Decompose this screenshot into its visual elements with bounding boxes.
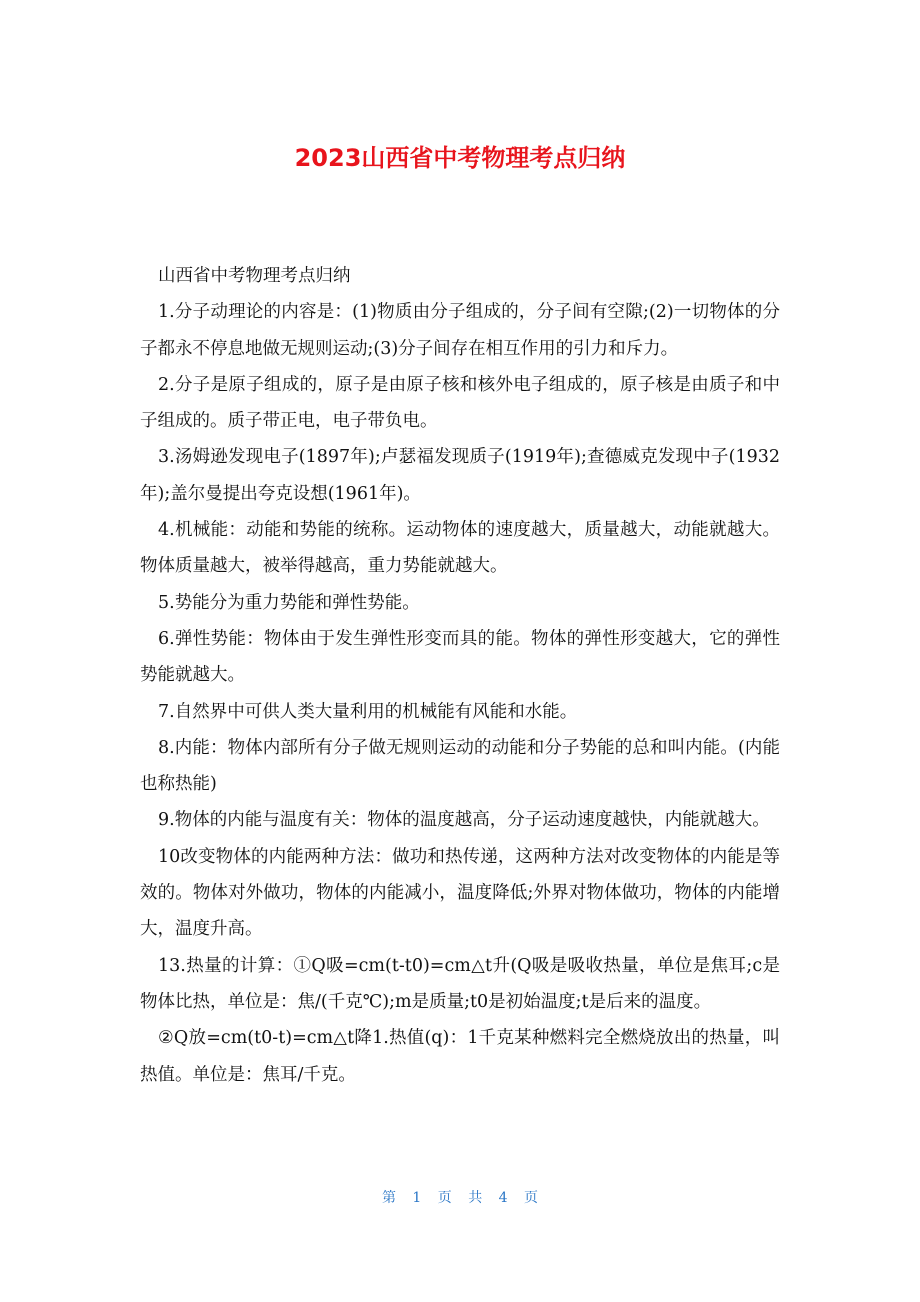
paragraph-5: 5.势能分为重力势能和弹性势能。 xyxy=(158,592,420,613)
paragraph-13-continued: ②Q放=cm(t0-t)=cm△t降1.热值(q)：1千克某种燃料完全燃烧放出的热量，叫热值。单位是：焦耳/千克。 xyxy=(140,1028,780,1085)
paragraph-3: 3.汤姆逊发现电子(1897年);卢瑟福发现质子(1919年);查德威克发现中子(1932年);盖尔曼提出夸克设想(1961年)。 xyxy=(140,447,780,504)
paragraph-heading: 山西省中考物理考点归纳 xyxy=(158,266,351,286)
paragraph-10: 10改变物体的内能两种方法：做功和热传递，这两种方法对改变物体的内能是等效的。物体对外做功，物体的内能减小，温度降低;外界对物体做功，物体的内能增大，温度升高。 xyxy=(140,846,780,940)
document-title: 2023山西省中考物理考点归纳 xyxy=(294,144,626,172)
paragraph-9: 9.物体的内能与温度有关：物体的温度越高，分子运动速度越快，内能就越大。 xyxy=(158,810,770,831)
page-number-footer: 第 1 页 共 4 页 xyxy=(381,1190,539,1206)
document-body xyxy=(140,258,780,1093)
paragraph-4: 4.机械能：动能和势能的统称。运动物体的速度越大，质量越大，动能就越大。物体质量越大，被举得越高，重力势能就越大。 xyxy=(140,520,780,577)
paragraph-7: 7.自然界中可供人类大量利用的机械能有风能和水能。 xyxy=(158,701,578,722)
paragraph-1: 1.分子动理论的内容是：(1)物质由分子组成的，分子间有空隙;(2)一切物体的分子都永不停息地做无规则运动;(3)分子间存在相互作用的引力和斥力。 xyxy=(140,302,780,359)
paragraph-6: 6.弹性势能：物体由于发生弹性形变而具的能。物体的弹性形变越大，它的弹性势能就越大。 xyxy=(140,628,780,686)
paragraph-2: 2.分子是原子组成的，原子是由原子核和核外电子组成的，原子核是由质子和中子组成的。质子带正电，电子带负电。 xyxy=(140,374,780,432)
paragraph-8: 8.内能：物体内部所有分子做无规则运动的动能和分子势能的总和叫内能。(内能也称热能) xyxy=(140,737,780,795)
paragraph-13: 13.热量的计算：①Q吸=cm(t-t0)=cm△t升(Q吸是吸收热量，单位是焦耳;c是物体比热，单位是：焦/(千克℃);m是质量;t0是初始温度;t是后来的温度。 xyxy=(140,955,780,1012)
